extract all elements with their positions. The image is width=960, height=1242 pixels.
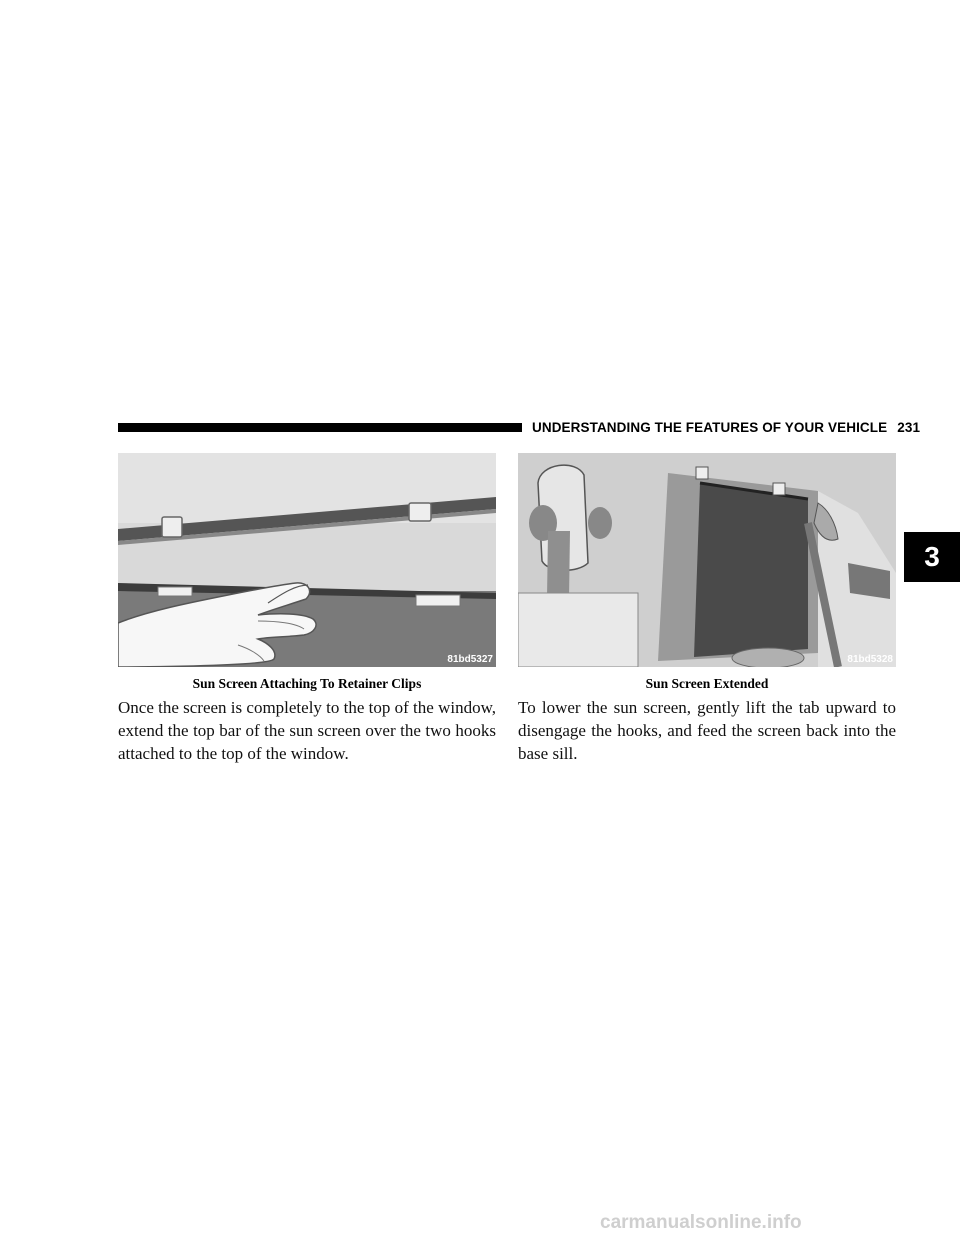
figure-caption: Sun Screen Attaching To Retainer Clips bbox=[192, 676, 422, 691]
retainer-clips-illustration bbox=[118, 453, 496, 667]
body-paragraph: To lower the sun screen, gently lift the tab upward to disengage the hooks, and feed the screen back into the base sill. bbox=[518, 698, 896, 763]
screen-extended-illustration bbox=[518, 453, 896, 667]
figure-id: 81bd5327 bbox=[447, 654, 493, 665]
figure-caption: Sun Screen Extended bbox=[645, 676, 769, 691]
figure-id: 81bd5328 bbox=[847, 654, 893, 665]
header-rule bbox=[118, 423, 522, 432]
watermark: carmanualsonline.info bbox=[600, 1212, 802, 1233]
chapter-tab: 3 bbox=[904, 532, 960, 582]
figure-retainer-clips bbox=[118, 453, 496, 667]
header-title: UNDERSTANDING THE FEATURES OF YOUR VEHICLE bbox=[532, 420, 888, 435]
figure-screen-extended bbox=[518, 453, 896, 667]
page-number: 231 bbox=[897, 420, 921, 435]
body-paragraph: Once the screen is completely to the top of the window, extend the top bar of the sun screen over the two hooks attached to the top of the window. bbox=[118, 698, 496, 763]
running-header bbox=[532, 420, 920, 435]
